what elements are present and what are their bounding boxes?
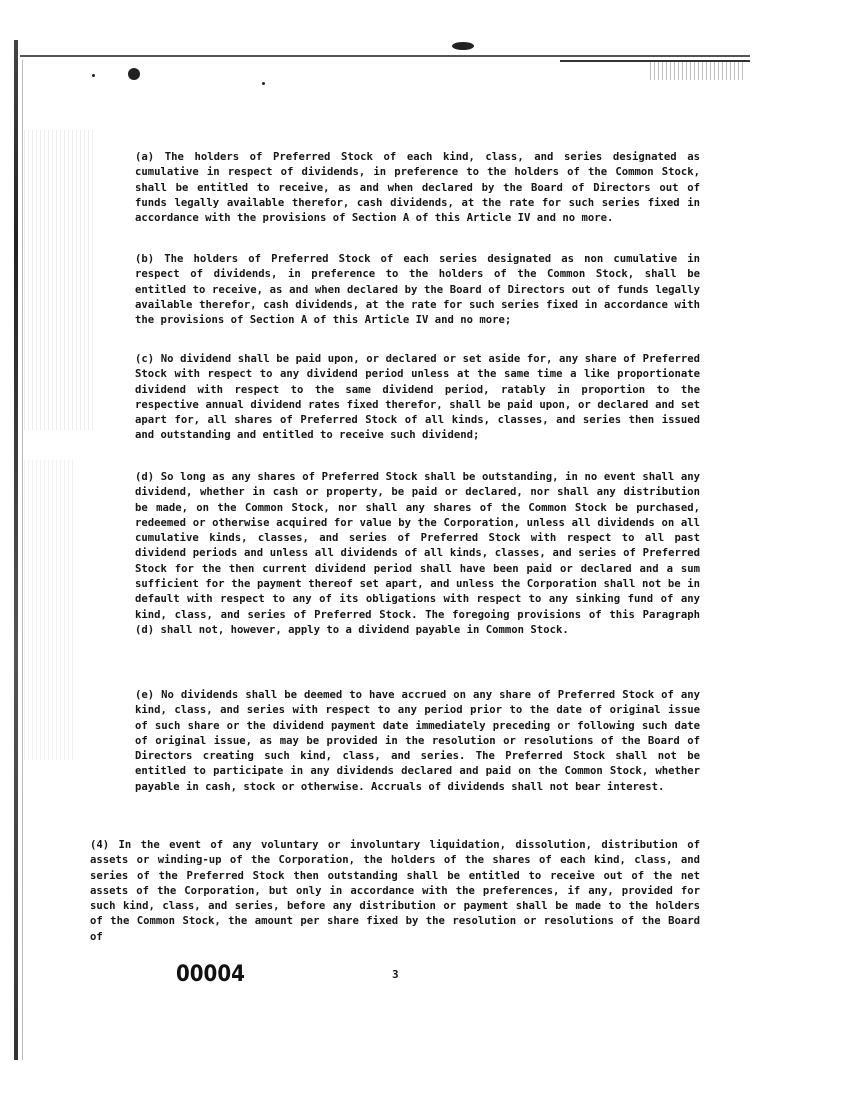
paragraph-e: (e) No dividends shall be deemed to have accrued on any share of Preferred Stock of any kind, class, and series with respect to any period prior to the date of original issue of such share or the dividend payment date immediately preceding or following such date of original issue, as may be provided in the resolution or resolutions of the Board of Directors creating such kind, class, and series. The Preferred Stock shall not be entitled to participate in any dividends declared and paid on the Common Stock, whether payable in cash, stock or otherwise. Accruals of dividends shall not bear interest. — [135, 689, 700, 793]
scan-noise — [24, 460, 74, 760]
scan-noise — [24, 130, 94, 430]
paragraph-a: (a) The holders of Preferred Stock of each kind, class, and series designated as cumulative in respect of dividends, in preference to the holders of the Common Stock, shall be entitled to receive, as and when declared by the Board of Directors out of funds legally available therefor, cash dividends, at the rate for such series fixed in accordance with the provisions of Section A of this Article IV and no more. — [135, 151, 700, 225]
document-number: 00004 — [176, 962, 245, 987]
paragraph-4: (4) In the event of any voluntary or involuntary liquidation, dissolution, distribution of assets or winding-up of the Corporation, the holders of the shares of each kind, class, and series of the Preferred Stock then outstanding shall be entitled to receive out of the net assets of the Corporation, but only in accordance with the preferences, if any, provided for such kind, class, and series, before any distribution or payment shall be made to the holders of the Common Stock, the amount per share fixed by the resolution or resolutions of the Board of — [90, 839, 700, 943]
scan-speck — [92, 74, 95, 77]
scan-speck — [128, 68, 140, 80]
scan-edge-shadow — [14, 40, 18, 1060]
paragraph-b: (b) The holders of Preferred Stock of each series designated as non cumulative in respect of dividends, in preference to the holders of the Common Stock, shall be entitled to receive, as and when declared by the Board of Directors out of funds legally available therefor, cash dividends, at the rate for such series fixed in accordance with the provisions of Section A of this Article IV and no more; — [135, 253, 700, 327]
page-number: 3 — [392, 968, 399, 981]
scan-speck — [262, 82, 265, 85]
scan-noise — [650, 62, 745, 80]
scan-speck — [452, 42, 474, 50]
paragraph-d: (d) So long as any shares of Preferred Stock shall be outstanding, in no event shall any dividend, whether in cash or property, be paid or declared, nor shall any distribution be made, on the Common Stock, nor shall any shares of the Common Stock be purchased, redeemed or otherwise acquired for value by the Corporation, unless all dividends on all cumulative kinds, classes, and series of Preferred Stock with respect to all past dividend periods and unless all dividends of all kinds, classes, and series of Preferred Stock for the then current dividend period shall have been paid or declared and a sum sufficient for the payment thereof set apart, and unless the Corporation shall not be in default with respect to any of its obligations with respect to any sinking fund of any kind, class, and series of Preferred Stock. The foregoing provisions of this Paragraph (d) shall not, however, apply to a dividend payable in Common Stock. — [135, 471, 700, 636]
paragraph-c: (c) No dividend shall be paid upon, or declared or set aside for, any share of Preferred Stock with respect to any dividend period unless at the same time a like proportionate dividend with respect to the same dividend period, ratably in proportion to the respective annual dividend rates fixed therefor, shall be paid upon, or declared and set apart for, all shares of Preferred Stock of all kinds, classes, and series then issued and outstanding and entitled to receive such dividend; — [135, 353, 700, 442]
scan-edge-line — [22, 60, 23, 1060]
scan-top-rule — [20, 55, 750, 57]
